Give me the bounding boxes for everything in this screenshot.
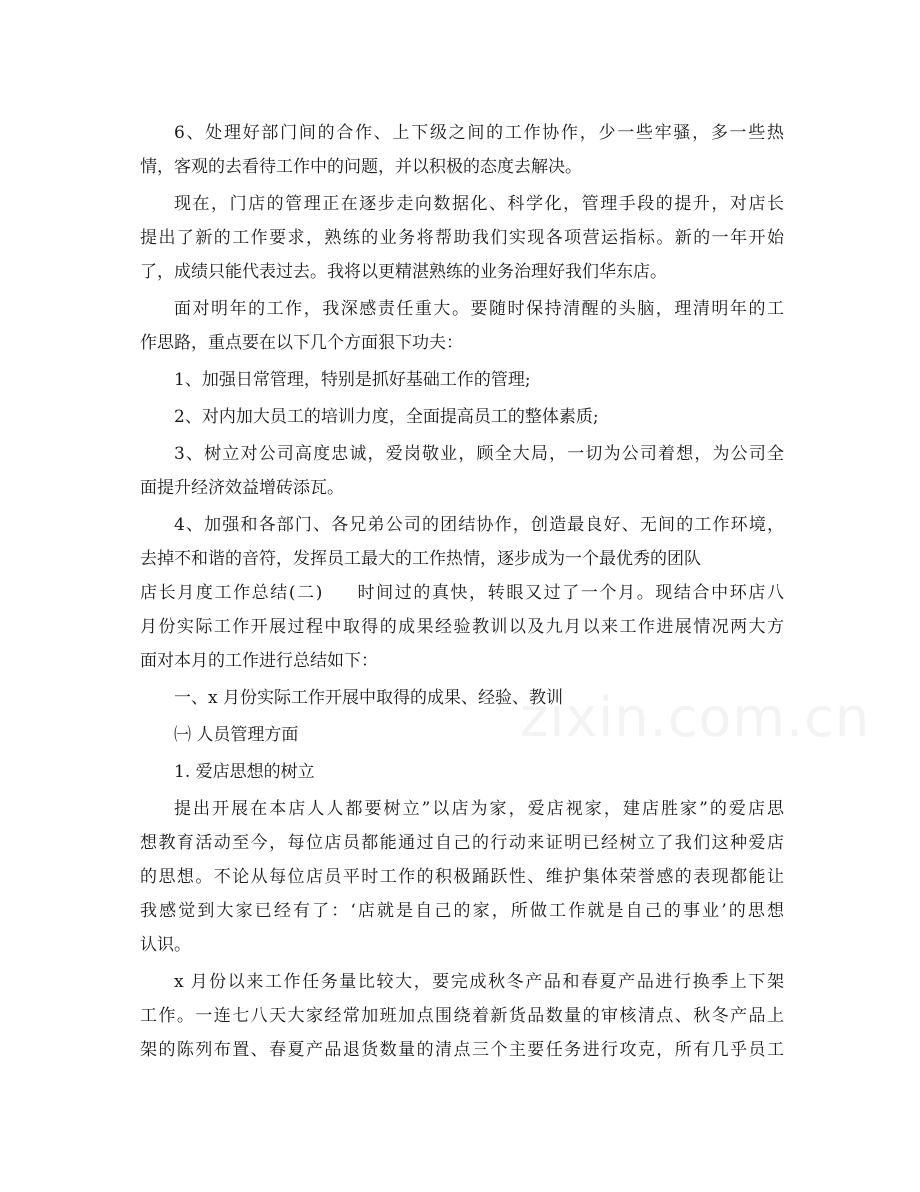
text-line: 店长月度工作总结(二) 时间过的真快，转眼又过了一个月。现结合中环店八 xyxy=(140,583,784,603)
text-line: 提出了新的工作要求，熟练的业务将帮助我们实现各项营运指标。新的一年开始 xyxy=(140,228,784,248)
subsection-heading xyxy=(140,755,784,789)
text-line: x 月份以来工作任务量比较大，要完成秋冬产品和春夏产品进行换季上下架 xyxy=(174,972,784,992)
paragraph xyxy=(140,400,784,434)
text-line: 现在，门店的管理正在逐步走向数据化、科学化，管理手段的提升，对店长 xyxy=(174,194,784,214)
paragraph xyxy=(140,363,784,397)
text-line: 我感觉到大家已经有了：‘店就是自己的家，所做工作就是自己的事业’的思想 xyxy=(140,901,784,921)
text-line: 1、加强日常管理，特别是抓好基础工作的管理; xyxy=(174,370,531,390)
text-line: 4、加强和各部门、各兄弟公司的团结协作，创造最良好、无间的工作环境， xyxy=(174,515,784,535)
text-line: 1. 爱店思想的树立 xyxy=(174,762,315,782)
text-line: 面提升经济效益增砖添瓦。 xyxy=(140,478,344,498)
paragraph xyxy=(140,792,784,962)
text-line: 作思路，重点要在以下几个方面狠下功夫： xyxy=(140,333,463,353)
text-line: 了，成绩只能代表过去。我将以更精湛熟练的业务治理好我们华东店。 xyxy=(140,262,667,282)
text-line: 想教育活动至今，每位店员都能通过自己的行动来证明已经树立了我们这种爱店 xyxy=(140,833,784,853)
section-heading xyxy=(140,681,784,715)
paragraph xyxy=(140,116,784,184)
paragraph xyxy=(140,965,784,1067)
text-line: 提出开展在本店人人都要树立”以店为家，爱店视家，建店胜家”的爱店思 xyxy=(174,799,784,819)
text-line: 工作。一连七八天大家经常加班加点围绕着新货品数量的审核清点、秋冬产品上 xyxy=(140,1006,784,1026)
paragraph xyxy=(140,437,784,505)
text-line: 认识。 xyxy=(140,935,191,955)
paragraph xyxy=(140,292,784,360)
text-line: 的思想。不论从每位店员平时工作的积极踊跃性、维护集体荣誉感的表现都能让 xyxy=(140,867,784,887)
text-line: 3、树立对公司高度忠诚，爱岗敬业，顾全大局，一切为公司着想，为公司全 xyxy=(174,444,784,464)
paragraph xyxy=(140,187,784,289)
text-line: 月份实际工作开展过程中取得的成果经验教训以及九月以来工作进展情况两大方 xyxy=(140,617,784,637)
subsection-heading xyxy=(140,718,784,752)
text-line: 面对本月的工作进行总结如下： xyxy=(140,651,378,671)
text-line: 架的陈列布置、春夏产品退货数量的清点三个主要任务进行攻克，所有几乎员工 xyxy=(140,1040,784,1060)
text-line: 面对明年的工作，我深感责任重大。要随时保持清醒的头脑，理清明年的工 xyxy=(174,299,784,319)
text-line: 情，客观的去看待工作中的问题，并以积极的态度去解决。 xyxy=(140,157,582,177)
text-line: 2、对内加大员工的培训力度，全面提高员工的整体素质; xyxy=(174,407,599,427)
text-line: 一、x 月份实际工作开展中取得的成果、经验、教训 xyxy=(174,688,563,708)
document-body xyxy=(140,116,784,1067)
text-line: 去掉不和谐的音符，发挥员工最大的工作热情，逐步成为一个最优秀的团队 xyxy=(140,549,701,569)
text-line: ㈠ 人员管理方面 xyxy=(174,725,299,745)
text-line: 6、处理好部门间的合作、上下级之间的工作协作，少一些牢骚，多一些热 xyxy=(174,123,784,143)
paragraph xyxy=(140,508,784,678)
